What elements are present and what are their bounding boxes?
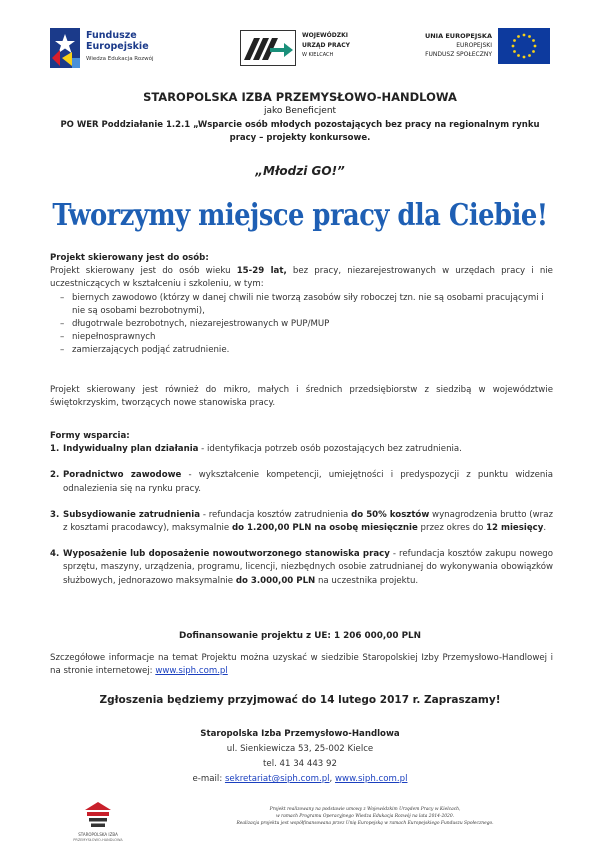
contact-email-link[interactable]: sekretariat@siph.com.pl — [224, 774, 330, 784]
target-intro — [50, 265, 553, 291]
funding-footnote — [210, 806, 520, 827]
support-item-highlight: do 1.200,00 PLN na osobę miesięcznie — [231, 523, 418, 534]
beneficiary-label: jako Beneficjent — [263, 106, 337, 116]
siph-logo — [58, 800, 138, 848]
logo-bar — [50, 26, 550, 78]
details-text: Szczegółowe informacje na temat Projektu można uzyskać w siedzibie Staropolskiej Izby Przemysłowo-Handlowej i na stronie internetowej: — [50, 653, 553, 677]
fe-line3: Wiedza Edukacja Rozwój — [86, 56, 154, 62]
siph-logo-line1: STAROPOLSKA IZBA — [78, 832, 118, 837]
support-item-heading: Indywidualny plan działania — [63, 444, 199, 455]
contact-address: ul. Sienkiewicza 53, 25-002 Kielce — [226, 744, 374, 754]
list-item: – długotrwale bezrobotnych, niezarejestrowanych w PUP/MUP — [50, 318, 553, 331]
support-item-text: na uczestnika projektu. — [315, 575, 419, 586]
support-item-highlight: do 3.000,00 PLN — [235, 575, 316, 586]
contact-website-link[interactable]: www.siph.com.pl — [335, 774, 408, 784]
support-item-1 — [50, 443, 553, 456]
support-item-text: przez okres do — [417, 523, 487, 534]
ue-line1: UNIA EUROPEJSKA — [424, 32, 492, 40]
main-headline: Tworzymy miejsce pracy dla Ciebie! — [52, 198, 548, 233]
support-item-text: - refundacja kosztów zakupu nowego sprzętu, maszyny, urządzenia, programu, licencji, niezbędnych osobie zatrudnianej do wykonywania obowiązków służbowych, jednorazowo maksymalnie — [63, 549, 553, 586]
footnote-line2: w ramach Programu Operacyjnego Wiedza Edukacja Rozwój na lata 2014-2020. — [275, 814, 455, 819]
project-motto: „Młodzi GO!” — [255, 164, 345, 178]
footnote-line1: Projekt realizowany na podstawie umowy z Wojewódzkim Urzędem Pracy w Kielcach, — [269, 807, 461, 812]
support-section — [50, 430, 553, 588]
support-item-number: 4. — [50, 549, 60, 560]
target-intro-age: 15-29 lat, — [236, 266, 287, 277]
target-also: Projekt skierowany jest również do mikro, małych i średnich przedsiębiorstw z siedzibą w województwie świętokrzyskim, tworzących nowe stanowiska pracy. — [50, 385, 553, 409]
target-intro-part1: Projekt skierowany jest do osób wieku — [50, 266, 237, 277]
funding-amount: Dofinansowanie projektu z UE: 1 206 000,00 PLN — [179, 631, 421, 641]
support-title: Formy wsparcia: — [50, 431, 130, 441]
footnote-line3: Realizacja projektu jest współfinansowana przez Unię Europejską w ramach Europejskiego Funduszu Społecznego. — [236, 821, 494, 826]
support-item-2 — [50, 469, 553, 495]
support-item-number: 2. — [50, 470, 60, 481]
support-item-highlight: 12 miesięcy — [486, 523, 544, 534]
support-item-heading: Subsydiowanie zatrudnienia — [63, 509, 201, 520]
list-item: – zamierzających podjąć zatrudnienie. — [50, 344, 553, 357]
siph-logo-line2: PRZEMYSŁOWO-HANDLOWA — [73, 838, 123, 842]
wup-kielce-logo — [240, 28, 370, 72]
contact-phone: tel. 41 34 443 92 — [263, 759, 337, 769]
eu-flag-icon — [498, 28, 550, 64]
program-line1: PO WER Poddziałanie 1.2.1 „Wsparcie osób młodych pozostających bez pracy na regionalnym rynku — [60, 120, 540, 130]
support-item-text: - wykształcenie kompetencji, umiejętności i predyspozycji z punktu widzenia odnalezienia się na rynku pracy. — [63, 470, 553, 494]
contact-block — [0, 727, 600, 787]
organization-title: STAROPOLSKA IZBA PRZEMYSŁOWO-HANDLOWA — [143, 90, 457, 104]
target-title: Projekt skierowany jest do osób: — [50, 253, 209, 263]
fundusze-europejskie-logo — [50, 26, 200, 74]
support-item-highlight: do 50% kosztów — [351, 509, 430, 520]
target-section — [50, 252, 553, 358]
details-website-link[interactable]: www.siph.com.pl — [155, 666, 228, 677]
program-description — [60, 119, 540, 145]
unia-europejska-logo — [400, 28, 550, 72]
contact-email-label: e-mail: — [192, 774, 225, 784]
list-item: – niepełnosprawnych — [50, 331, 553, 344]
fe-line1: Fundusze — [86, 30, 137, 41]
contact-separator: , — [329, 774, 336, 784]
list-item: – biernych zawodowo (którzy w danej chwili nie tworzą zasobów siły roboczej tzn. nie są osobami pracującymi i nie są osobami bezrobotnymi), — [50, 292, 553, 318]
wup-line1: WOJEWÓDZKI — [302, 32, 348, 39]
support-item-text: - refundacja kosztów zatrudnienia — [200, 509, 352, 520]
details-paragraph — [50, 652, 553, 678]
wup-line3: W KIELCACH — [302, 52, 334, 58]
support-item-4 — [50, 548, 553, 588]
target-bullet-list — [50, 292, 553, 358]
ue-line3: FUNDUSZ SPOŁECZNY — [425, 51, 492, 58]
fe-line2: Europejskie — [86, 41, 149, 52]
application-deadline: Zgłoszenia będziemy przyjmować do 14 lutego 2017 r. Zapraszamy! — [99, 694, 501, 706]
wup-arrow-icon — [240, 30, 296, 66]
ue-line2: EUROPEJSKI — [456, 42, 492, 49]
support-item-3 — [50, 509, 553, 535]
fe-star-icon — [50, 28, 80, 68]
wup-line2: URZĄD PRACY — [302, 42, 350, 49]
support-item-number: 1. — [50, 444, 60, 455]
support-item-text: . — [543, 523, 547, 534]
support-item-heading: Poradnictwo zawodowe — [63, 470, 182, 481]
support-item-text: wynagrodzenia brutto (wraz z kosztami pracodawcy), maksymalnie — [63, 509, 553, 534]
contact-name: Staropolska Izba Przemysłowo-Handlowa — [200, 729, 400, 739]
target-intro-part2: bez pracy, niezarejestrowanych w urzędach pracy i nie uczestniczących w kształceniu i szkoleniu, w tym: — [50, 266, 553, 290]
contact-email-line — [0, 772, 600, 787]
support-item-number: 3. — [50, 509, 60, 520]
program-line2: pracy – projekty konkursowe. — [229, 133, 371, 143]
support-item-heading: Wyposażenie lub doposażenie nowoutworzonego stanowiska pracy — [63, 549, 390, 560]
support-item-text: - identyfikacja potrzeb osób pozostających bez zatrudnienia. — [198, 444, 462, 455]
siph-emblem-icon — [83, 800, 113, 830]
